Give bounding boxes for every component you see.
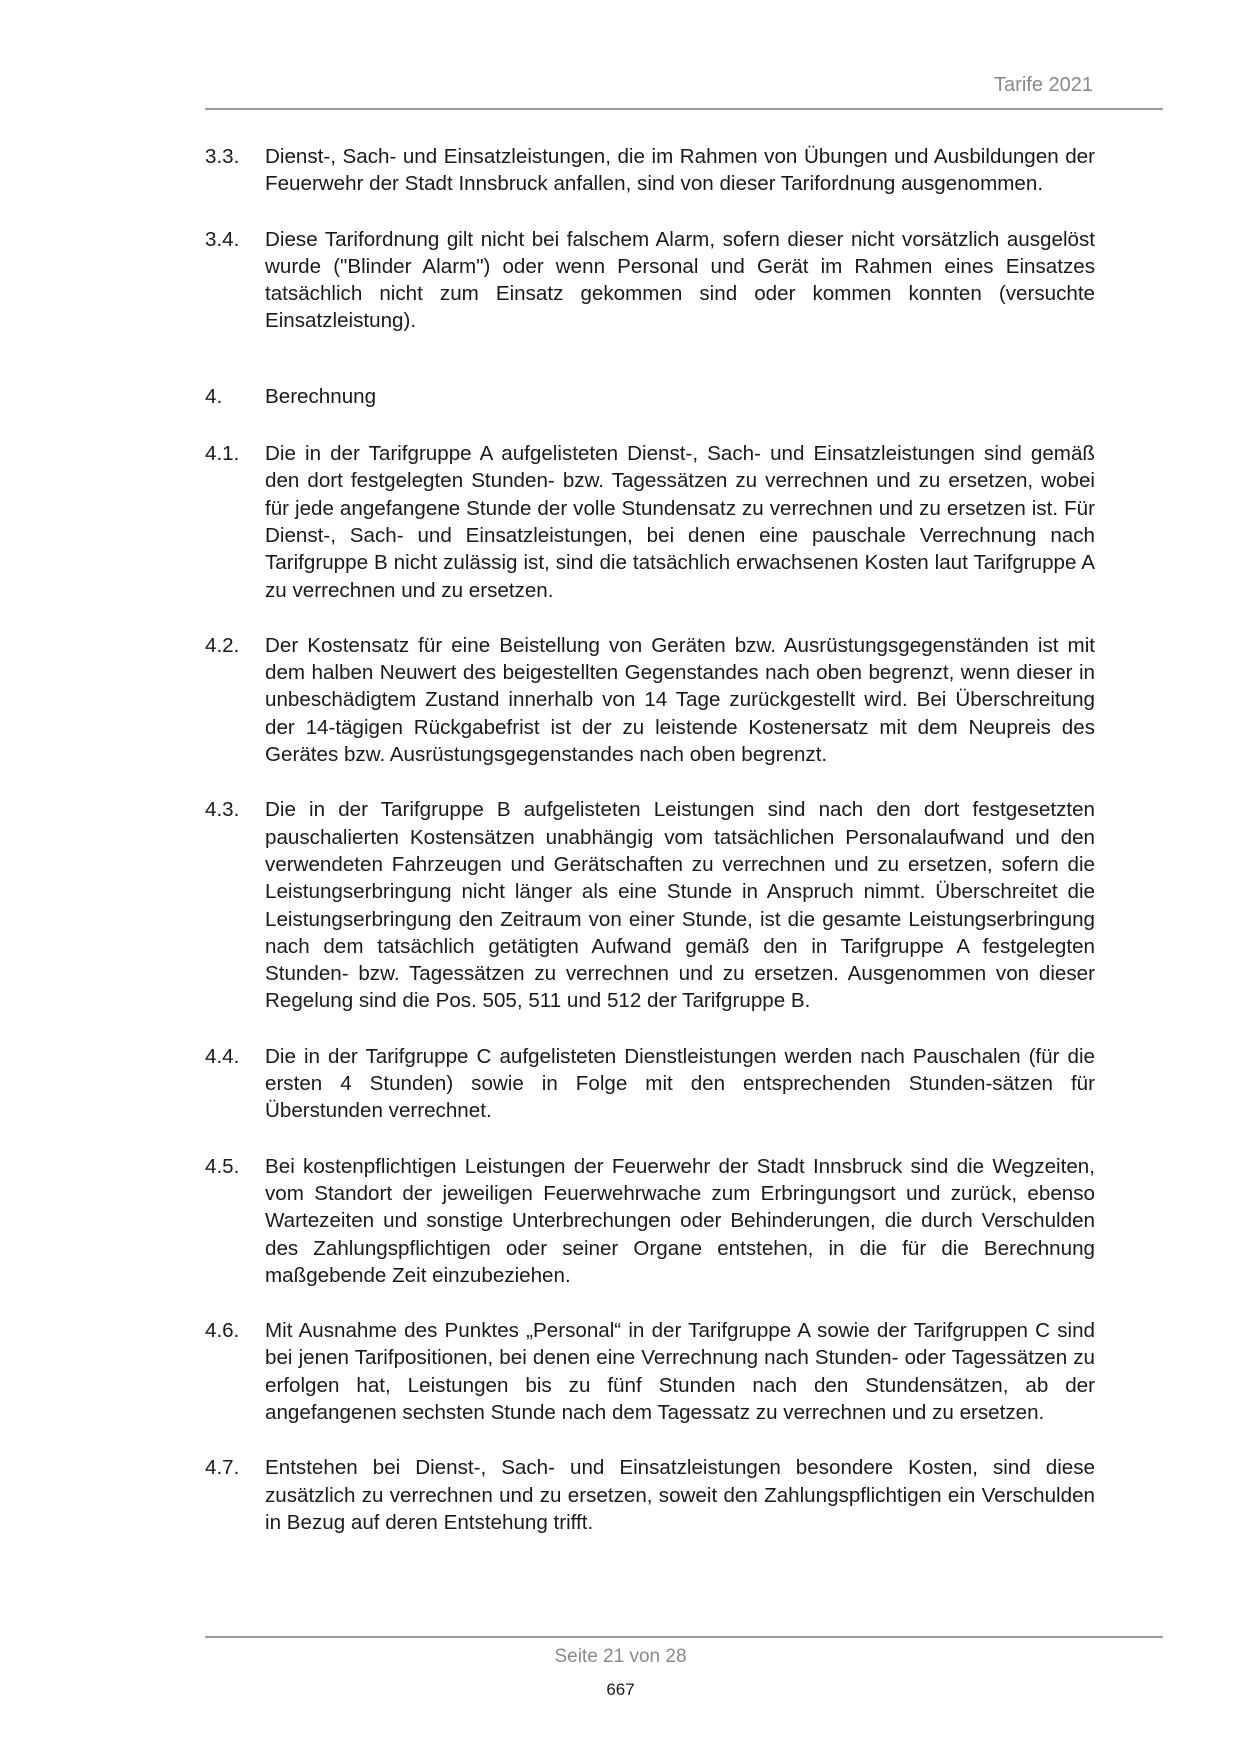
section-number: 4.3. [205, 798, 240, 822]
section-heading: Berechnung [265, 384, 377, 408]
section-4-7 [205, 1454, 1095, 1536]
section-text: Diese Tarifordnung gilt nicht bei falschem Alarm, sofern dieser nicht vorsätzlich ausgelöst wurde ("Blinder Alarm") oder wenn Personal und Gerät im Rahmen eines Einsatzes tatsächlich nicht zum Einsatz gekommen sind oder kommen konnten (versuchte Einsatzleistung). [265, 227, 1095, 333]
section-number: 4.5. [205, 1154, 240, 1178]
section-text: Die in der Tarifgruppe B aufgelisteten Leistungen sind nach den dort festgesetzten pauschalierten Kostensätzen unabhängig vom tatsächlichen Personalaufwand und den verwendeten Fahrzeugen und Gerätschaften zu verrechnen und zu ersetzen, sofern die Leistungserbringung nicht länger als eine Stunde in Anspruch nimmt. Überschreitet die Leistungserbringung den Zeitraum von einer Stunde, ist die gesamte Leistungserbringung nach dem tatsächlich getätigten Aufwand gemäß den in Tarifgruppe A festgelegten Stunden- bzw. Tagessätzen zu verrechnen und zu ersetzen. Ausgenommen von dieser Regelung sind die Pos. 505, 511 und 512 der Tarifgruppe B. [265, 798, 1095, 1013]
section-number: 4.2. [205, 633, 240, 657]
section-text: Dienst-, Sach- und Einsatzleistungen, die im Rahmen von Übungen und Ausbildungen der Feuerwehr der Stadt Innsbruck anfallen, sind von dieser Tarifordnung ausgenommen. [265, 145, 1095, 196]
section-4-4 [205, 1043, 1095, 1125]
section-number: 4. [205, 384, 223, 408]
document-body [205, 143, 1095, 1536]
section-number: 4.4. [205, 1044, 240, 1068]
section-text: Die in der Tarifgruppe A aufgelisteten Dienst-, Sach- und Einsatzleistungen sind gemäß den dort festgelegten Stunden- bzw. Tagessätzen zu verrechnen und zu ersetzen, wobei für jede angefangene Stunde der volle Stundensatz zu verrechnen und zu ersetzen ist. Für Dienst-, Sach- und Einsatzleistungen, bei denen eine pauschale Verrechnung nach Tarifgruppe B nicht zulässig ist, sind die tatsächlich erwachsenen Kosten laut Tarifgruppe A zu verrechnen und zu ersetzen. [265, 442, 1095, 602]
section-text: Die in der Tarifgruppe C aufgelisteten Dienstleistungen werden nach Pauschalen (für die ersten 4 Stunden) sowie in Folge mit den entsprechenden Stunden-sätzen für Überstunden verrechnet. [265, 1044, 1095, 1123]
section-number: 4.1. [205, 442, 240, 466]
section-4-2 [205, 632, 1095, 768]
section-3-3 [205, 143, 1095, 198]
section-text: Der Kostensatz für eine Beistellung von Geräten bzw. Ausrüstungsgegenständen ist mit dem halben Neuwert des beigestellten Gegenstandes nach oben begrenzt, wenn dieser in unbeschädigtem Zustand innerhalb von 14 Tage zurückgestellt wird. Bei Überschreitung der 14-tägigen Rückgabefrist ist der zu leistende Kostenersatz mit dem Neupreis des Gerätes bzw. Ausrüstungsgegenstandes nach oben begrenzt. [265, 633, 1095, 767]
section-number: 3.4. [205, 227, 240, 251]
section-4-6 [205, 1317, 1095, 1426]
section-4-5 [205, 1153, 1095, 1289]
section-4-3 [205, 796, 1095, 1014]
section-number: 4.7. [205, 1456, 240, 1480]
page-number: 667 [606, 1680, 635, 1699]
section-text: Entstehen bei Dienst-, Sach- und Einsatzleistungen besondere Kosten, sind diese zusätzlich zu verrechnen und zu ersetzen, soweit den Zahlungspflichtigen ein Verschulden in Bezug auf deren Entstehung trifft. [265, 1456, 1095, 1534]
section-4-1 [205, 440, 1095, 604]
section-text: Mit Ausnahme des Punktes „Personal“ in der Tarifgruppe A sowie der Tarifgruppen C sind bei jenen Tarifpositionen, bei denen eine Verrechnung nach Stunden- oder Tagessätzen zu erfolgen hat, Leistungen bis zu fünf Stunden nach den Stundensätzen, ab der angefangenen sechsten Stunde nach dem Tagessatz zu verrechnen und zu ersetzen. [265, 1319, 1095, 1424]
header-rule [205, 108, 1163, 110]
section-number: 3.3. [205, 145, 240, 168]
section-3-4 [205, 226, 1095, 335]
page-label: Seite 21 von 28 [554, 1646, 687, 1667]
section-number: 4.6. [205, 1319, 240, 1343]
footer-rule [205, 1636, 1163, 1638]
section-4-heading [205, 383, 1095, 410]
section-text: Bei kostenpflichtigen Leistungen der Feuerwehr der Stadt Innsbruck sind die Wegzeiten, vom Standort der jeweiligen Feuerwehrwache zum Erbringungsort und zurück, ebenso Wartezeiten und sonstige Unterbrechungen oder Behinderungen, die durch Verschulden des Zahlungspflichtigen oder seiner Organe entstehen, in die für die Berechnung maßgebende Zeit einzubeziehen. [265, 1154, 1095, 1287]
header-title: Tarife 2021 [994, 74, 1093, 96]
